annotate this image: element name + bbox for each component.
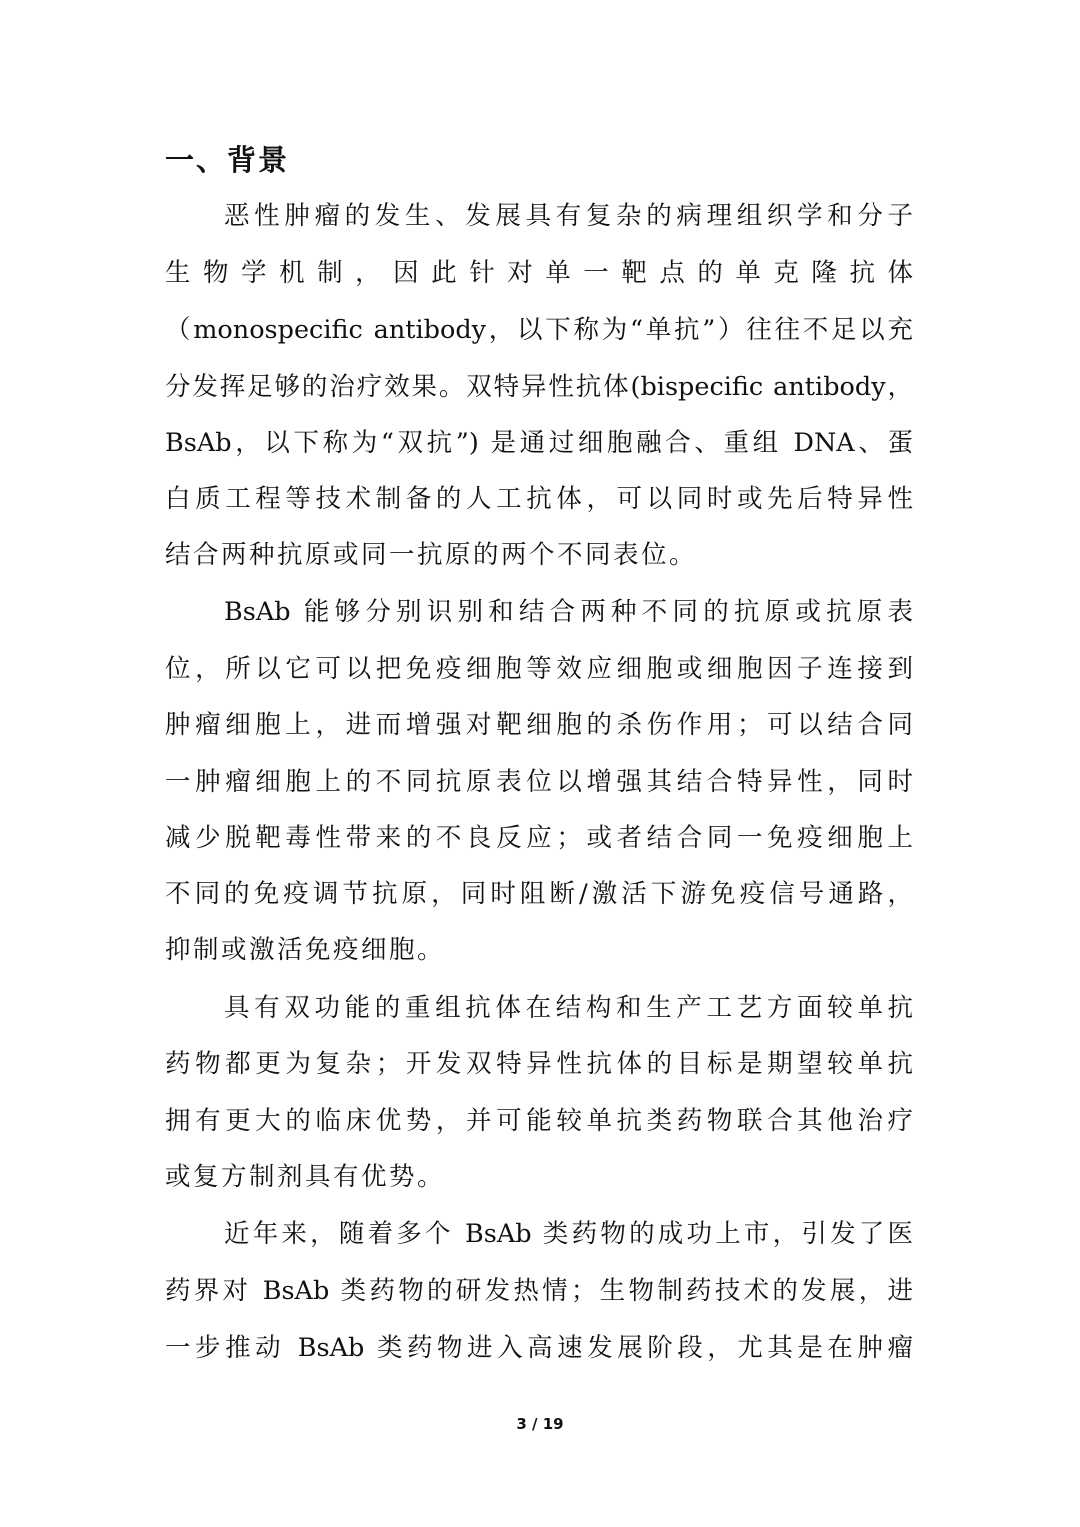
paragraph-4-line-3: 一步推动 BsAb 类药物进入高速发展阶段，尤其是在肿瘤: [165, 1333, 913, 1363]
paragraph-2-line-5: 减少脱靶毒性带来的不良反应；或者结合同一免疫细胞上: [165, 823, 913, 853]
paragraph-3-line-3: 拥有更大的临床优势，并可能较单抗类药物联合其他治疗: [165, 1106, 913, 1136]
paragraph-2-line-3: 肿瘤细胞上，进而增强对靶细胞的杀伤作用；可以结合同: [165, 710, 913, 740]
paragraph-3-line-4: 或复方制剂具有优势。: [165, 1162, 446, 1192]
paragraph-2-line-7: 抑制或激活免疫细胞。: [165, 935, 446, 965]
paragraph-1-line-1: 恶性肿瘤的发生、发展具有复杂的病理组织学和分子: [224, 201, 913, 231]
paragraph-2-line-6: 不同的免疫调节抗原，同时阻断/激活下游免疫信号通路，: [165, 879, 913, 909]
paragraph-3-line-1: 具有双功能的重组抗体在结构和生产工艺方面较单抗: [224, 993, 913, 1023]
paragraph-1-line-6: 白质工程等技术制备的人工抗体，可以同时或先后特异性: [165, 484, 913, 514]
page-number: 3 / 19: [516, 1415, 564, 1433]
paragraph-3-line-2: 药物都更为复杂；开发双特异性抗体的目标是期望较单抗: [165, 1049, 913, 1079]
paragraph-2-line-4: 一肿瘤细胞上的不同抗原表位以增强其结合特异性，同时: [165, 767, 913, 797]
paragraph-4-line-1: 近年来，随着多个 BsAb 类药物的成功上市，引发了医: [224, 1219, 913, 1249]
paragraph-1-line-4: 分发挥足够的治疗效果。双特异性抗体(bispecific antibody，: [165, 372, 913, 402]
paragraph-4-line-2: 药界对 BsAb 类药物的研发热情；生物制药技术的发展，进: [165, 1276, 913, 1306]
paragraph-1-line-5: BsAb，以下称为“双抗”) 是通过细胞融合、重组 DNA、蛋: [165, 428, 913, 458]
paragraph-1-line-3: （monospecific antibody，以下称为“单抗”）往往不足以充: [165, 315, 913, 345]
paragraph-1-line-2: 生物学机制，因此针对单一靶点的单克隆抗体: [165, 258, 913, 288]
paragraph-2-line-1: BsAb 能够分别识别和结合两种不同的抗原或抗原表: [224, 597, 913, 627]
section-heading: 一、背景: [165, 143, 290, 177]
paragraph-2-line-2: 位，所以它可以把免疫细胞等效应细胞或细胞因子连接到: [165, 654, 913, 684]
paragraph-1-line-7: 结合两种抗原或同一抗原的两个不同表位。: [165, 540, 698, 570]
